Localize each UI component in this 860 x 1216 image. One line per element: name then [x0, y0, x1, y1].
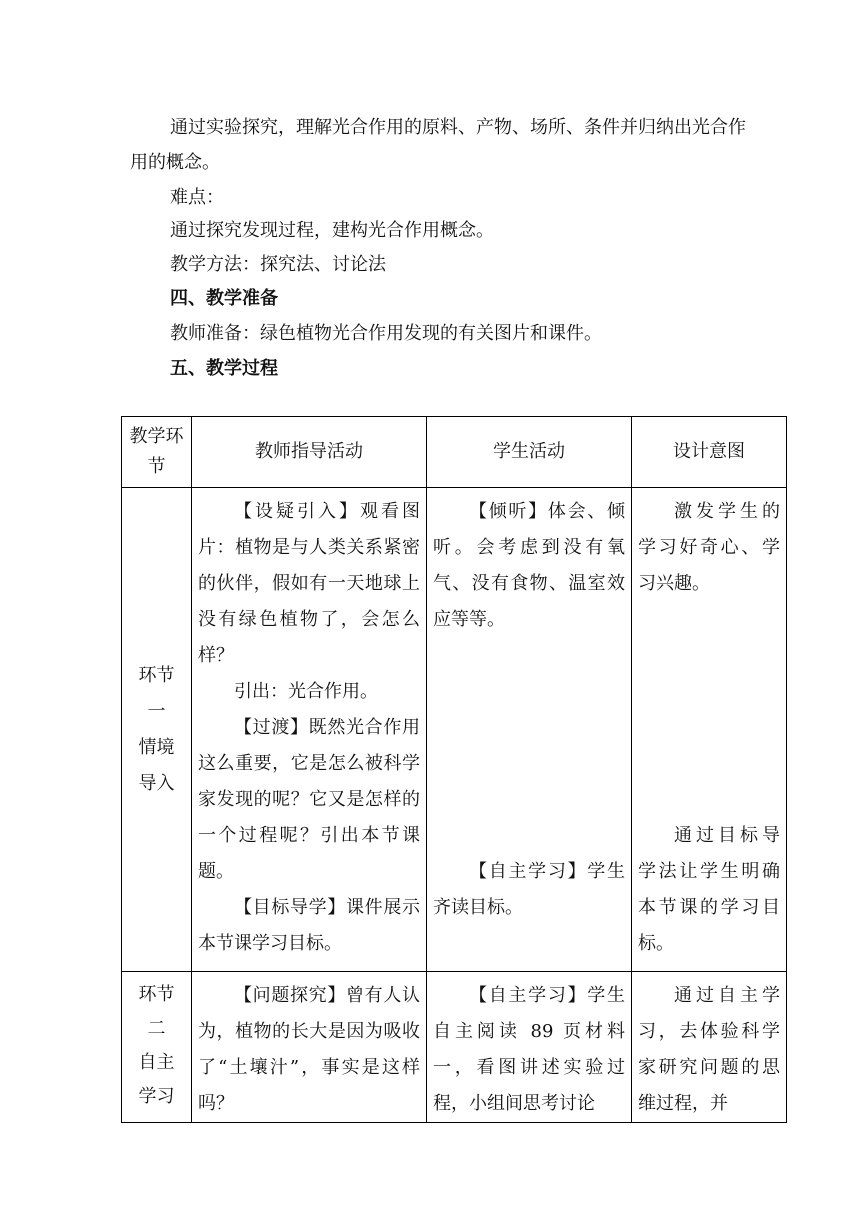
stage-cell [122, 972, 192, 1123]
paragraph-difficulty-label: 难点： [170, 187, 224, 208]
intent-text: 激发学生的学习好奇心、学习兴趣。 [638, 501, 780, 594]
paragraph-key-point-text: 通过实验探究，理解光合作用的原料、产物、场所、条件并归纳出光合作用的概念。 [130, 117, 746, 173]
header-stage: 教学环节 [122, 417, 192, 488]
stage-cell [122, 488, 192, 972]
paragraph-teacher-preparation: 教师准备：绿色植物光合作用发现的有关图片和课件。 [170, 323, 602, 344]
header-design-intent: 设计意图 [632, 417, 787, 488]
student-activity-cell [427, 972, 632, 1123]
student-text: 【自主学习】学生自主阅读 89 页材料一，看图讲述实验过程，小组间思考讨论 [433, 985, 625, 1114]
student-activity-cell [427, 488, 632, 972]
teacher-text: 【过渡】既然光合作用这么重要，它是怎么被科学家发现的呢？它又是怎样的一个过程呢？引出本节课题。 [198, 717, 420, 882]
design-intent-cell [632, 488, 787, 972]
stage-line: 一 [147, 700, 166, 722]
teacher-text: 【问题探究】曾有人认为，植物的长大是因为吸收了“土壤汁”，事实是这样吗？ [198, 985, 420, 1114]
paragraph-teaching-method: 教学方法：探究法、讨论法 [170, 254, 386, 275]
stage-line: 导入 [138, 772, 175, 794]
table-row [122, 972, 787, 1123]
teacher-text: 【目标导学】课件展示本节课学习目标。 [198, 897, 420, 954]
table-header-row [122, 417, 787, 488]
paragraph-difficulty-text: 通过探究发现过程，建构光合作用概念。 [170, 220, 494, 241]
heading-teaching-preparation: 四、教学准备 [170, 288, 278, 309]
student-text: 【自主学习】学生齐读目标。 [433, 861, 625, 918]
intent-text: 通过目标导学法让学生明确本节课的学习目标。 [638, 825, 780, 954]
stage-line: 学习 [138, 1086, 175, 1107]
stage-line: 二 [147, 1018, 166, 1039]
lesson-process-table [121, 416, 787, 1123]
header-teacher-activity: 教师指导活动 [192, 417, 427, 488]
teacher-text: 【设疑引入】观看图片：植物是与人类关系紧密的伙伴，假如有一天地球上没有绿色植物了，会怎么样？ [198, 501, 420, 666]
teacher-activity-cell [192, 972, 427, 1123]
header-student-activity: 学生活动 [427, 417, 632, 488]
stage-line: 自主 [138, 1052, 175, 1073]
table-row [122, 488, 787, 972]
teacher-text: 引出：光合作用。 [234, 681, 378, 702]
stage-line: 环节 [138, 664, 175, 686]
teacher-activity-cell [192, 488, 427, 972]
stage-line: 环节 [138, 984, 175, 1005]
intent-text: 通过自主学习，去体验科学家研究问题的思维过程，并 [638, 985, 780, 1114]
student-text: 【倾听】体会、倾听。会考虑到没有氧气、没有食物、温室效应等等。 [433, 501, 625, 630]
design-intent-cell [632, 972, 787, 1123]
heading-teaching-process: 五、教学过程 [170, 358, 278, 379]
stage-line: 情境 [138, 736, 175, 758]
